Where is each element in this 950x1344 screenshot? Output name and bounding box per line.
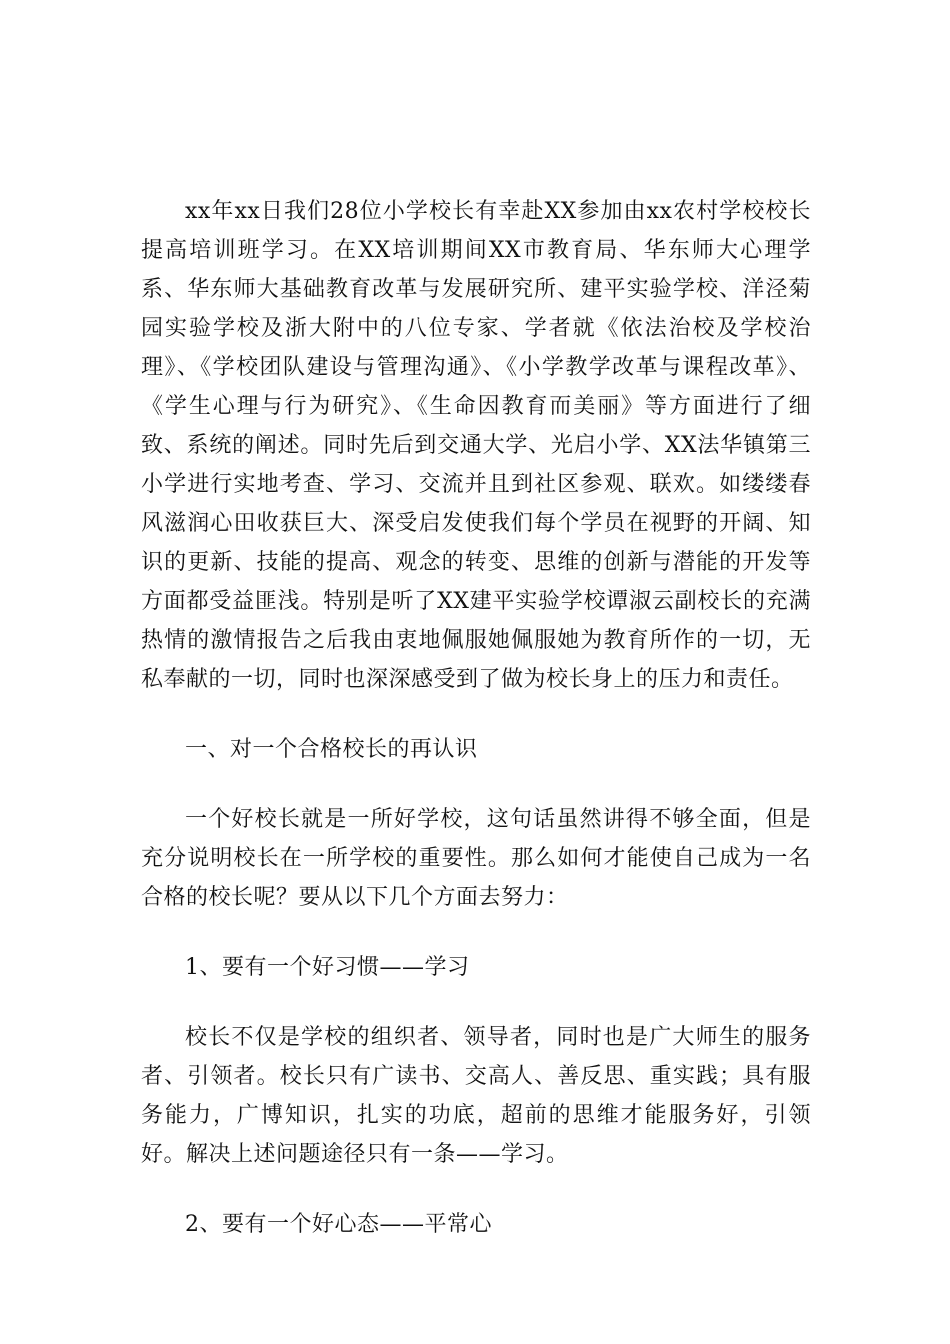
document-body xyxy=(141,192,811,1244)
subheading-1: 1、要有一个好习惯——学习 xyxy=(185,955,470,980)
section-heading-1: 一、对一个合格校长的再认识 xyxy=(185,737,478,762)
intro-paragraph: xx年xx日我们28位小学校长有幸赴XX参加由xx农村学校校长提高培训班学习。在XX培训期间XX市教育局、华东师大心理学系、华东师大基础教育改革与发展研究所、建平实验学校、洋泾菊园实验学校及浙大附中的八位专家、学者就《依法治校及学校治理》、《学校团队建设与管理沟通》、《小学教学改革与课程改革》、《学生心理与行为研究》、《生命因教育而美丽》等方面进行了细致、系统的阐述。同时先后到交通大学、光启小学、XX法华镇第三小学进行实地考查、学习、交流并且到社区参观、联欢。如缕缕春风滋润心田收获巨大、深受启发使我们每个学员在视野的开阔、知识的更新、技能的提高、观念的转变、思维的创新与潜能的开发等方面都受益匪浅。特别是听了XX建平实验学校谭淑云副校长的充满热情的激情报告之后我由衷地佩服她佩服她为教育所作的一切，无私奉献的一切，同时也深深感受到了做为校长身上的压力和责任。 xyxy=(141,199,811,692)
subheading-2: 2、要有一个好心态——平常心 xyxy=(185,1212,492,1237)
subheading-1-paragraph: 校长不仅是学校的组织者、领导者，同时也是广大师生的服务者、引领者。校长只有广读书、交高人、善反思、重实践；具有服务能力，广博知识，扎实的功底，超前的思维才能服务好，引领好。解决上述问题途径只有一条——学习。 xyxy=(141,1025,811,1167)
section-1-paragraph: 一个好校长就是一所好学校，这句话虽然讲得不够全面，但是充分说明校长在一所学校的重要性。那么如何才能使自己成为一名合格的校长呢？要从以下几个方面去努力： xyxy=(141,807,811,910)
